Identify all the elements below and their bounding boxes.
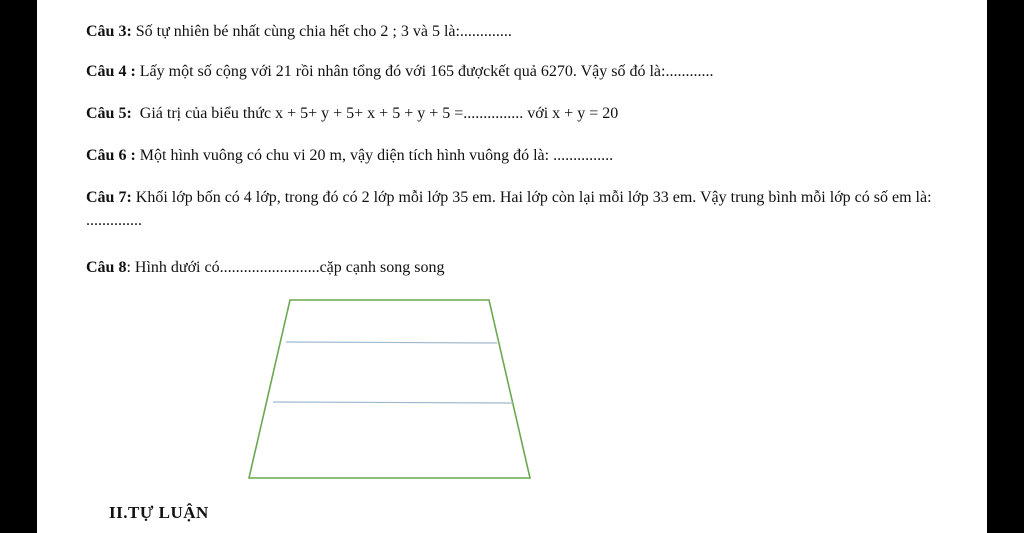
worksheet-page: [37, 0, 987, 533]
trapezoid-outline: [249, 300, 530, 478]
trapezoid-figure: [37, 0, 987, 533]
section-heading: II.TỰ LUẬN: [109, 503, 209, 522]
question-4-label: Câu 4 :: [86, 63, 136, 80]
trapezoid-inner-line-lower: [273, 402, 513, 403]
trapezoid-inner-line-upper: [286, 342, 497, 343]
question-7-text: Khối lớp bốn có 4 lớp, trong đó có 2 lớp mỗi lớp 35 em. Hai lớp còn lại mỗi lớp 33 em. Vậy trung bình mỗi lớp có số em là: ..............: [86, 189, 932, 229]
question-5-text: Giá trị của biểu thức x + 5+ y + 5+ x + 5 + y + 5 =............... với x + y = 20: [131, 105, 619, 122]
question-3-label: Câu 3:: [86, 23, 132, 40]
question-6-label: Câu 6 :: [86, 147, 136, 164]
question-7-label: Câu 7:: [86, 189, 132, 206]
question-5-label: Câu 5:: [86, 105, 132, 122]
question-8-text: : Hình dưới có.........................cặp cạnh song song: [126, 259, 445, 276]
question-8-label: Câu 8: [86, 259, 127, 276]
question-6-text: Một hình vuông có chu vi 20 m, vậy diện tích hình vuông đó là: ...............: [135, 147, 614, 164]
question-3-text: Số tự nhiên bé nhất cùng chia hết cho 2 ; 3 và 5 là:.............: [131, 23, 512, 40]
question-4-text: Lấy một số cộng với 21 rồi nhân tổng đó với 165 đượckết quả 6270. Vậy số đó là:............: [135, 63, 714, 80]
